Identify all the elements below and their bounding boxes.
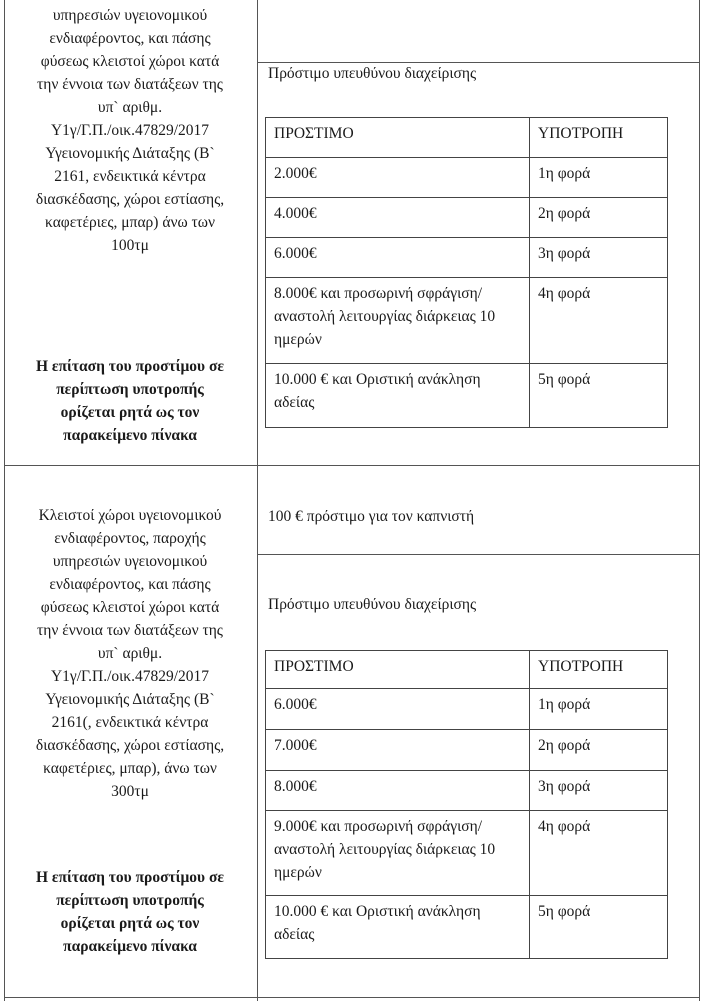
table-header-row: [266, 651, 668, 689]
row1-subcell-divider: [257, 62, 700, 63]
table-row: [266, 278, 668, 364]
table-row: [266, 198, 668, 238]
row2-escalation-note: [12, 866, 248, 958]
row2-description: [12, 504, 248, 803]
row2-smoker-fine: 100 € πρόστιμο για τον καπνιστή: [268, 508, 475, 525]
text-line: υπ` αριθμ.: [97, 99, 163, 116]
recurrence-cell: 1η φορά: [530, 158, 668, 198]
row1-fines-table: [265, 117, 668, 428]
row2-fines-table: [265, 650, 668, 959]
fine-cell: 4.000€: [266, 198, 530, 238]
text-line: Υ1γ/Γ.Π./οικ.47829/2017: [50, 122, 210, 139]
text-line: ορίζεται ρητά ως τον: [60, 404, 200, 421]
recurrence-cell: 2η φορά: [530, 730, 668, 771]
text-line: υπ` αριθμ.: [97, 645, 163, 662]
text-line: ενδιαφέροντος, παροχής: [54, 530, 206, 547]
row1-description: [12, 4, 248, 257]
text-line: 100τμ: [111, 237, 149, 254]
table-row: [266, 364, 668, 428]
table-row: [266, 811, 668, 896]
header-recurrence: ΥΠΟΤΡΟΠΗ: [530, 118, 668, 158]
fine-cell: 9.000€ και προσωρινή σφράγιση/αναστολή λειτουργίας διάρκειας 10 ημερών: [266, 811, 530, 896]
text-line: την έννοια των διατάξεων της: [37, 622, 223, 639]
text-line: 300τμ: [111, 783, 149, 800]
text-line: Υγειονομικής Διάταξης (Β`: [45, 145, 215, 162]
header-fine: ΠΡΟΣΤΙΜΟ: [266, 651, 530, 689]
text-line: υπηρεσιών υγειονομικού: [52, 553, 208, 570]
row2-subcell-divider: [257, 554, 700, 555]
text-line: υπηρεσιών υγειονομικού: [52, 7, 208, 24]
fine-cell: 8.000€ και προσωρινή σφράγιση/αναστολή λειτουργίας διάρκειας 10 ημερών: [266, 278, 530, 364]
fine-cell: 10.000 € και Οριστική ανάκληση αδείας: [266, 364, 530, 428]
text-line: καφετέριες, μπαρ) άνω των: [45, 214, 215, 231]
table-header-row: [266, 118, 668, 158]
text-line: ενδιαφέροντος, και πάσης: [49, 576, 211, 593]
text-line: διασκέδασης, χώροι εστίασης,: [35, 737, 225, 754]
row1-manager-fine-label: Πρόστιμο υπευθύνου διαχείρισης: [268, 65, 477, 82]
table-row: [266, 238, 668, 278]
text-line: την έννοια των διατάξεων της: [37, 76, 223, 93]
fine-cell: 10.000 € και Οριστική ανάκληση αδείας: [266, 896, 530, 959]
header-recurrence: ΥΠΟΤΡΟΠΗ: [530, 651, 668, 689]
table-row: [266, 689, 668, 730]
table-left-border: [4, 0, 5, 1001]
text-line: παρακείμενο πίνακα: [63, 427, 197, 444]
fine-cell: 2.000€: [266, 158, 530, 198]
fine-cell: 8.000€: [266, 771, 530, 811]
recurrence-cell: 4η φορά: [530, 811, 668, 896]
text-line: Υγειονομικής Διάταξης (Β`: [45, 691, 215, 708]
table-row: [266, 896, 668, 959]
header-fine: ΠΡΟΣΤΙΜΟ: [266, 118, 530, 158]
table-right-border: [699, 0, 700, 1001]
recurrence-cell: 4η φορά: [530, 278, 668, 364]
row-divider: [4, 465, 700, 466]
recurrence-cell: 5η φορά: [530, 896, 668, 959]
text-line: Η επίταση του προστίμου σε: [36, 358, 224, 375]
text-line: ενδιαφέροντος, και πάσης: [49, 30, 211, 47]
recurrence-cell: 3η φορά: [530, 771, 668, 811]
text-line: 2161(, ενδεικτικά κέντρα: [51, 714, 209, 731]
text-line: Η επίταση του προστίμου σε: [36, 869, 224, 886]
text-line: Κλειστοί χώροι υγειονομικού: [38, 507, 222, 524]
text-line: 2161, ενδεικτικά κέντρα: [54, 168, 206, 185]
table-row: [266, 771, 668, 811]
recurrence-cell: 1η φορά: [530, 689, 668, 730]
row1-escalation-note: [12, 355, 248, 447]
text-line: ορίζεται ρητά ως τον: [60, 915, 200, 932]
fine-cell: 7.000€: [266, 730, 530, 771]
fine-cell: 6.000€: [266, 238, 530, 278]
table-bottom-border: [4, 997, 700, 998]
text-line: Υ1γ/Γ.Π./οικ.47829/2017: [50, 668, 210, 685]
text-line: διασκέδασης, χώροι εστίασης,: [35, 191, 225, 208]
text-line: περίπτωση υποτροπής: [56, 381, 204, 398]
text-line: φύσεως κλειστοί χώροι κατά: [40, 53, 220, 70]
text-line: παρακείμενο πίνακα: [63, 938, 197, 955]
recurrence-cell: 2η φορά: [530, 198, 668, 238]
table-column-divider: [257, 0, 258, 1001]
recurrence-cell: 5η φορά: [530, 364, 668, 428]
text-line: καφετέριες, μπαρ), άνω των: [43, 760, 217, 777]
table-row: [266, 730, 668, 771]
row2-manager-fine-label: Πρόστιμο υπευθύνου διαχείρισης: [268, 596, 477, 613]
table-row: [266, 158, 668, 198]
text-line: φύσεως κλειστοί χώροι κατά: [40, 599, 220, 616]
recurrence-cell: 3η φορά: [530, 238, 668, 278]
text-line: περίπτωση υποτροπής: [56, 892, 204, 909]
fine-cell: 6.000€: [266, 689, 530, 730]
